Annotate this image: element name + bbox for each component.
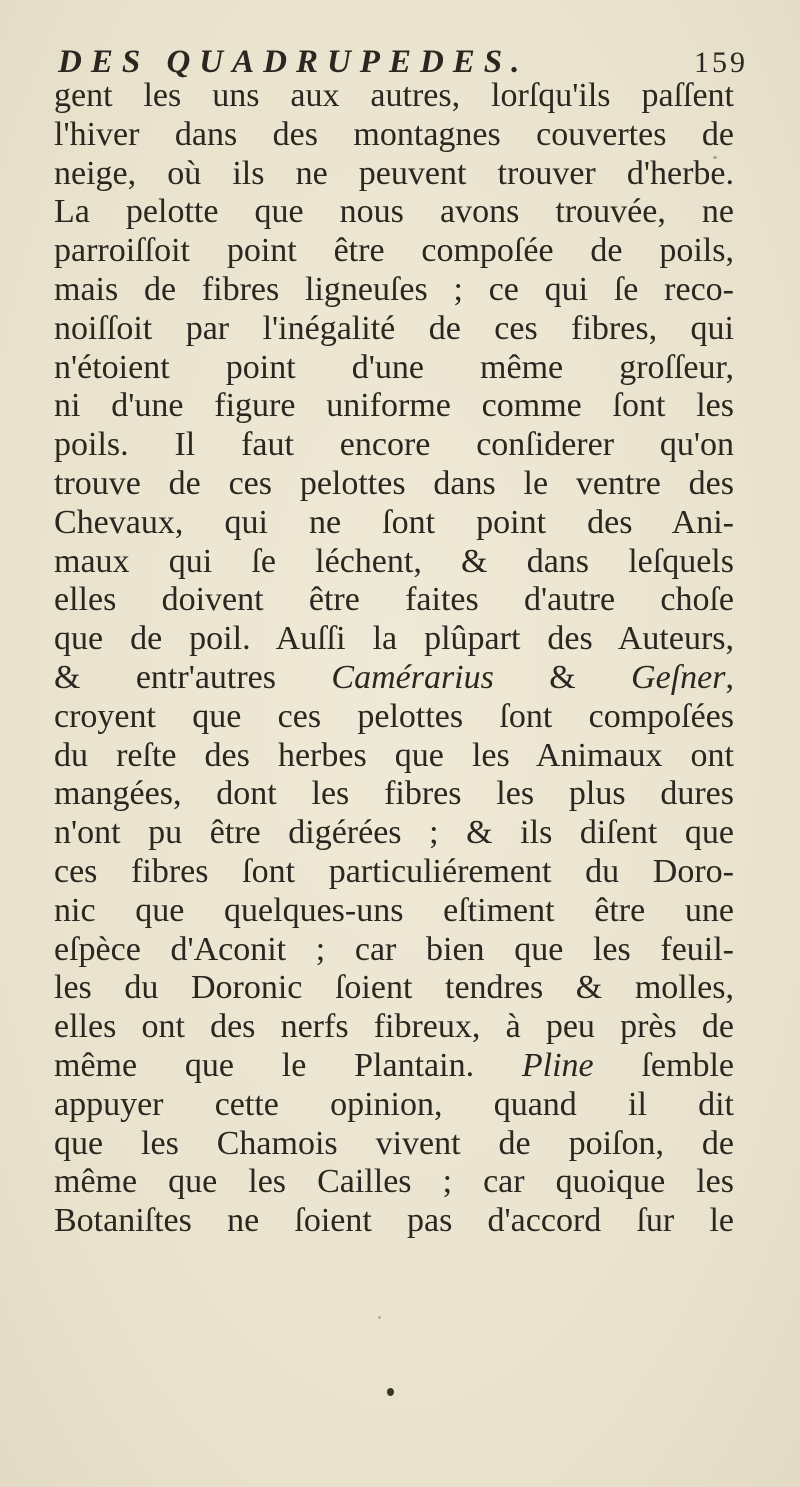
text-line: que les Chamois vivent de poiſon, de bbox=[54, 1124, 734, 1162]
text-line: même que les Cailles ; car quoique les bbox=[54, 1163, 734, 1201]
text-line: neige, où ils ne peuvent trouver d'herbe. bbox=[54, 154, 734, 192]
body-text bbox=[54, 77, 734, 1241]
text-line: noiſſoit par l'inégalité de ces fibres, qui bbox=[54, 309, 734, 347]
text-line: appuyer cette opinion, quand il dit bbox=[54, 1085, 734, 1123]
text-line: gent les uns aux autres, lorſqu'ils paſſent bbox=[54, 77, 734, 114]
text-line: elles doivent être faites d'autre choſe bbox=[54, 581, 734, 619]
text-line: n'étoient point d'une même groſſeur, bbox=[54, 348, 734, 386]
text-line: La pelotte que nous avons trouvée, ne bbox=[54, 193, 734, 231]
italic-name: Geſner bbox=[631, 658, 726, 696]
text-line: ces fibres ſont particuliérement du Doro- bbox=[54, 852, 734, 890]
running-title: DES QUADRUPEDES. bbox=[58, 44, 529, 80]
text-line: du reſte des herbes que les Animaux ont bbox=[54, 736, 734, 774]
page-number: 159 bbox=[694, 46, 748, 79]
text-line: l'hiver dans des montagnes couvertes de bbox=[54, 115, 734, 153]
italic-name: Camérarius bbox=[331, 658, 494, 696]
text-line: mais de fibres ligneuſes ; ce qui ſe reco- bbox=[54, 270, 734, 308]
italic-name: Pline bbox=[521, 1046, 594, 1084]
text-line: même que le Plantain. Pline ſemble bbox=[54, 1046, 734, 1084]
text-line: maux qui ſe léchent, & dans leſquels bbox=[54, 542, 734, 580]
text-line: croyent que ces pelottes ſont compoſées bbox=[54, 697, 734, 735]
text-line: eſpèce d'Aconit ; car bien que les feuil- bbox=[54, 930, 734, 968]
text-line: que de poil. Auſſi la plûpart des Auteurs, bbox=[54, 620, 734, 658]
text-line: Botaniſtes ne ſoient pas d'accord ſur le bbox=[54, 1202, 734, 1240]
text-line: les du Doronic ſoient tendres & molles, bbox=[54, 969, 734, 1007]
text-line: mangées, dont les fibres les plus dures bbox=[54, 775, 734, 813]
text-line: Chevaux, qui ne ſont point des Ani- bbox=[54, 503, 734, 541]
text-line: nic que quelques-uns eſtiment être une bbox=[54, 891, 734, 929]
text-line: & entr'autres Camérarius & Geſner, bbox=[54, 658, 734, 696]
text-line: poils. Il faut encore conſiderer qu'on bbox=[54, 426, 734, 464]
ink-speck bbox=[378, 1316, 381, 1319]
text-line: ni d'une figure uniforme comme ſont les bbox=[54, 387, 734, 425]
text-line: elles ont des nerfs fibreux, à peu près de bbox=[54, 1008, 734, 1046]
ink-speck bbox=[387, 1388, 394, 1396]
ink-speck bbox=[713, 156, 717, 159]
text-line: trouve de ces pelottes dans le ventre des bbox=[54, 464, 734, 502]
text-line: n'ont pu être digérées ; & ils diſent que bbox=[54, 814, 734, 852]
text-line: parroiſſoit point être compoſée de poils, bbox=[54, 232, 734, 270]
